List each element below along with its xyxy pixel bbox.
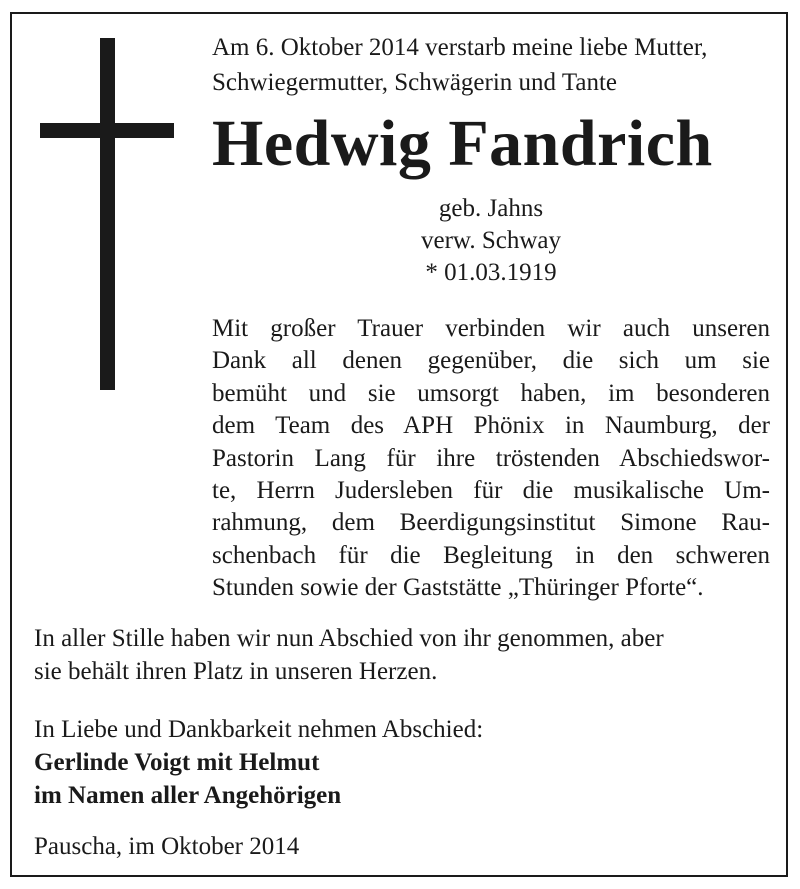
thanks-line: Mit großer Trauer verbinden wir auch unseren — [212, 315, 770, 342]
thanks-line: Stunden sowie der Gaststätte „Thüringer Pforte“. — [212, 574, 704, 602]
thanks-line: te, Herrn Judersleben für die musikalische Um- — [212, 477, 770, 505]
thanks-paragraph — [212, 313, 770, 605]
thanks-line: Dank all denen gegenüber, die sich um sie — [212, 347, 770, 375]
signer-line: Gerlinde Voigt mit Helmut — [34, 749, 320, 776]
thanks-line: schenbach für die Begleitung in den schweren — [212, 541, 770, 569]
stille-line: In aller Stille haben wir nun Abschied von ihr genommen, aber — [34, 625, 664, 652]
thanks-line: Pastorin Lang für ihre tröstenden Abschiedswor- — [212, 444, 770, 472]
thanks-line: dem Team des APH Phönix in Naumburg, der — [212, 412, 770, 440]
widowed-name: verw. Schway — [420, 227, 561, 254]
intro-line: Am 6. Oktober 2014 verstarb meine liebe Mutter, — [212, 34, 708, 61]
farewell-intro: In Liebe und Dankbarkeit nehmen Abschied: — [34, 716, 484, 743]
deceased-name: Hedwig Fandrich — [212, 107, 713, 180]
cross-vertical-bar — [100, 38, 115, 390]
place-date: Pauscha, im Oktober 2014 — [34, 833, 300, 860]
intro-text — [212, 30, 772, 100]
stille-paragraph — [34, 622, 770, 688]
signer-line: im Namen aller Angehörigen — [34, 782, 342, 809]
thanks-line: rahmung, dem Beerdigungsinstitut Simone Rau- — [212, 509, 770, 537]
thanks-line: bemüht und sie umsorgt haben, im besonderen — [212, 379, 770, 407]
cross-horizontal-bar — [40, 123, 174, 138]
stille-line: sie behält ihren Platz in unseren Herzen. — [34, 658, 438, 685]
birth-date: * 01.03.1919 — [425, 259, 557, 286]
birth-name: geb. Jahns — [438, 195, 544, 222]
farewell-block — [34, 713, 483, 812]
personal-details — [212, 193, 770, 289]
intro-line: Schwiegermutter, Schwägerin und Tante — [212, 69, 618, 96]
